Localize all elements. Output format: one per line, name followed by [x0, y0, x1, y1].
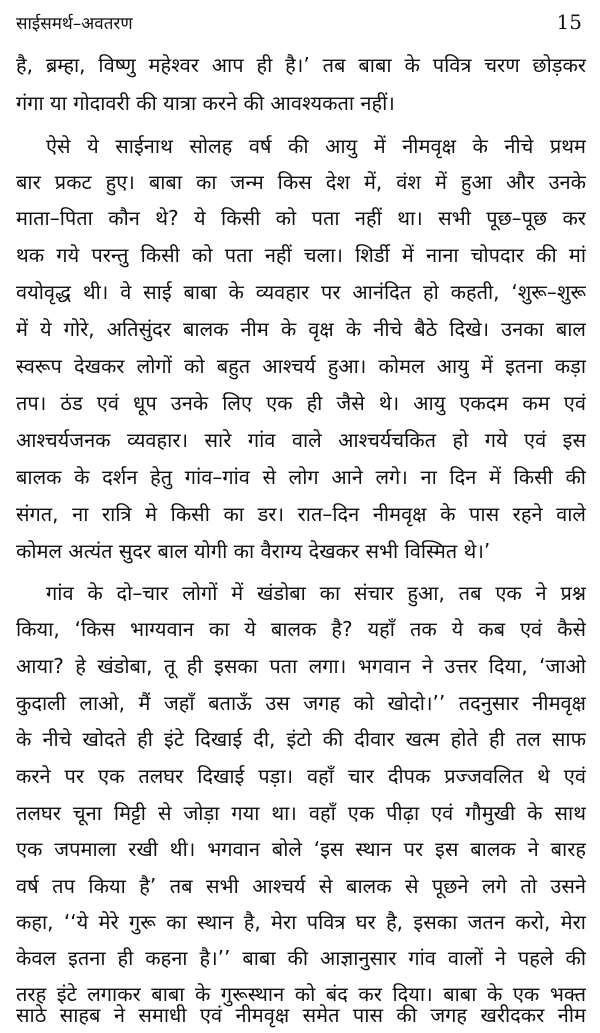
text-line: साठे साहब ने समाधी एवं नीमवृक्ष समेत पास की जगह खरीदकर नीम: [16, 1003, 586, 1027]
text-line: तलघर चूना मिट्टी से जोड़ा गया था। वहाँ एक पीढ़ा एवं गौमुखी के साथ: [16, 801, 586, 825]
text-line: गांव के दो–चार लोगों में खंडोबा का संचार हुआ, तब एक ने प्रश्न: [46, 581, 586, 605]
text-line: स्वरूप देखकर लोगों को बहुत आश्चर्य हुआ। कोमल आयु में इतना कड़ा: [16, 354, 586, 378]
text-line: वर्ष तप किया है’ तब सभी आश्चर्य से बालक से पूछने लगे तो उसने: [16, 874, 586, 898]
text-line: माता–पिता कौन थे? ये किसी को पता नहीं था। सभी पूछ–पूछ कर: [16, 206, 586, 230]
text-line: करने पर एक तलघर दिखाई पड़ा। वहाँ चार दीपक प्रज्जवलित थे एवं: [16, 764, 586, 788]
text-line: के नीचे खोदते ही इंटे दिखाई दी, इंटो की दीवार खत्म होते ही तल साफ: [16, 727, 586, 751]
text-line: कुदाली लाओ, मैं जहाँ बताऊँ उस जगह को खोदो।’’ तदनुसार नीमवृक्ष: [16, 691, 586, 715]
text-line: है, ब्रम्हा, विष्णु महेश्वर आप ही है।’ तब बाबा के पवित्र चरण छोड़कर: [16, 53, 586, 77]
text-line: बार प्रकट हुए। बाबा का जन्म किस देश में, वंश में हुआ और उनके: [16, 170, 586, 194]
text-line: ऐसे ये साईनाथ सोलह वर्ष की आयु में नीमवृक्ष के नीचे प्रथम: [46, 134, 586, 158]
text-line: वयोवृद्ध थी। वे साई बाबा के व्यवहार पर आनंदित हो कहती, ‘शुरू–शुरू: [16, 280, 586, 304]
text-line: गंगा या गोदावरी की यात्रा करने की आवश्यकता नहीं।: [16, 91, 395, 115]
text-line: संगत, ना रात्रि मे किसी का डर। रात–दिन नीमवृक्ष के पास रहने वाले: [16, 502, 586, 526]
text-line: किया, ‘किस भाग्यवान का ये बालक है? यहाँ तक ये कब एवं कैसे: [16, 617, 586, 641]
text-line: केवल इतना ही कहना है।’’ बाबा की आज्ञानुसार गांव वालों ने पहले की: [16, 946, 586, 970]
text-line: तरह इंटे लगाकर बाबा के गुरूस्थान को बंद कर दिया। बाबा के एक भक्त: [16, 982, 586, 1006]
text-line: थक गये परन्तु किसी को पता नहीं चला। शिर्डी में नाना चोपदार की मां: [16, 243, 586, 267]
text-line: एक जपमाला रखी थी। भगवान बोले ‘इस स्थान पर इस बालक ने बारह: [16, 837, 586, 861]
text-line: बालक के दर्शन हेतु गांव–गांव से लोग आने लगे। ना दिन में किसी की: [16, 465, 586, 489]
text-line: कहा, ‘‘ये मेरे गुरू का स्थान है, मेरा पवित्र घर है, इसका जतन करो, मेरा: [16, 910, 586, 934]
text-line: आया? हे खंडोबा, तू ही इसका पता लगा। भगवान ने उत्तर दिया, ‘जाओ: [16, 654, 586, 678]
text-line: कोमल अत्यंत सुदर बाल योगी का वैराग्य देखकर सभी विस्मित थे।’: [16, 539, 491, 563]
text-line: आश्चर्यजनक व्यवहार। सारे गांव वाले आश्चर्यचकित हो गये एवं इस: [16, 428, 586, 452]
page-header: [16, 10, 582, 40]
running-title: साईसमर्थ–अवतरण: [16, 14, 133, 34]
page-number: 15: [556, 10, 582, 34]
text-line: तप। ठंड एवं धूप उनके लिए एक ही जैसे थे। आयु एकदम कम एवं: [16, 391, 586, 415]
text-line: में ये गोरे, अतिसुंदर बालक नीम के वृक्ष के नीचे बैठे दिखे। उनका बाल: [16, 317, 586, 341]
